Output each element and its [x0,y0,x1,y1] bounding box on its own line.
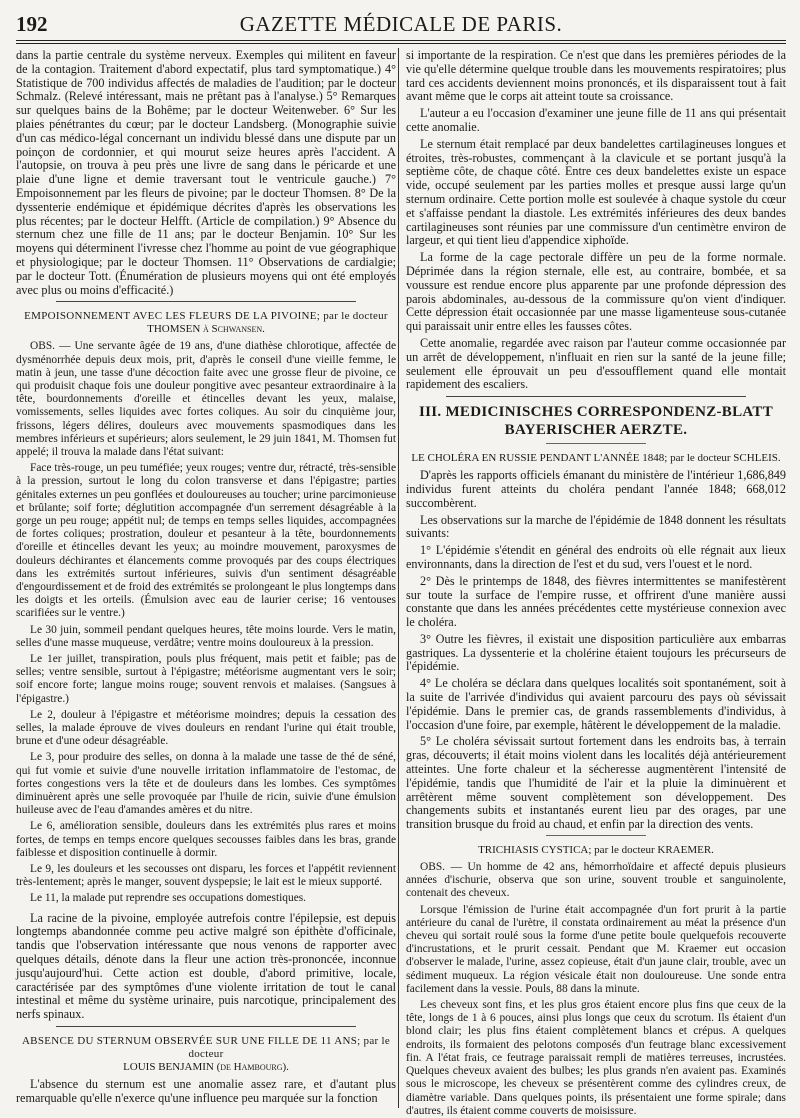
commentary-paragraph: La racine de la pivoine, employée autrefois contre l'épilepsie, est depuis longtemps abandonnée comme peu active malgré son épithète d'officinale, tandis que l'observation intéressante que nous venons de rapporter avec quelques détails, dénote dans la fleur une action très-prononcée, inconnue jusqu'aujourd'hui. Cette action est double, d'abord primitive, locale, caractérisée par des symptômes d'une violente irritation de tout le canal intestinal et même du système urinaire, puis narcotique, principalement des nerfs spinaux. [16,910,396,1022]
body-paragraph: L'auteur a eu l'occasion d'examiner une jeune fille de 11 ans qui présentait cette anomalie. [406,106,786,134]
left-column [16,49,396,1107]
cholera-paragraph: 5° Le choléra sévissait surtout fortement dans les endroits bas, à terrain gras, découverts; il était moins violent dans les localités déjà antérieurement atteintes. Une forte chaleur et la sécheresse augmentèrent l'intensité de l'épidémie, tandis que l'humidité de l'air et la pluie la diminuèrent et arrêtèrent même souvent complètement son développement. Des changements subits et instantanés eurent lieu par des orages, par une transition brusque du froid au chaud, et enfin par la direction des vents. [406,734,786,832]
article-title-text: ABSENCE DU STERNUM OBSERVÉE SUR UNE FILLE DE 11 ANS; par le docteur [21,1035,391,1061]
body-paragraph: Cette anomalie, regardée avec raison par l'auteur comme occasionnée par un arrêt de développement, n'influait en rien sur la santé de la jeune fille; seulement elle éprouvait un peu d'essoufflement quand elle montait rapidement des escaliers. [406,335,786,392]
trichiasis-block [406,861,786,1118]
article-title-text: EMPOISONNEMENT AVEC LES FLEURS DE LA PIVOINE; par le docteur [24,310,388,323]
trichiasis-paragraph: Lorsque l'émission de l'urine était accompagnée d'un fort prurit à la partie antérieure du canal de l'urètre, il constata ordinairement au méat la présence d'un cheveu qui sortait roulé sous la forme d'une petite boule quelquefois recouverte d'incrustations, et le prurit cessait. Pendant que M. Kraemer eut occasion d'observer le malade, l'urine, assez copieuse, était d'un jaune clair, trouble, avec un sédiment muqueux. La région vésicale était non douloureuse. Une sonde entra facilement dans la vessie. Pouls, 88 dans la minute. [406,903,786,995]
section-divider [546,443,646,444]
obs-paragraph: Le 6, amélioration sensible, douleurs dans les extrémités plus rares et moins fortes, de temps en temps encore quelques secousses faibles dans les bras, grande faiblesse et disposition continuelle à dormir. [16,820,396,859]
page-number: 192 [16,12,48,36]
obs-paragraph: Le 11, la malade put reprendre ses occupations domestiques. [30,892,307,905]
column-separator [398,48,399,1108]
section-divider [446,396,746,397]
article-divider [56,301,356,302]
obs-paragraph: Face très-rouge, un peu tuméfiée; yeux rouges; ventre dur, rétracté, très-sensible à la pression, surtout le long du colon transverse et dans l'épigastre; parties génitales externes un peu gonflées et douloureuses au toucher; urine parcimonieuse et brûlante; soif forte; déglutition accompagnée d'un serrement désagréable à la gorge un peu rouge; appétit nul; de temps en temps selles liquides, accompagnées de fortes coliques; prostration, douleur et pesanteur à la tête, bourdonnements d'oreille et étincelles devant les yeux; au moindre mouvement, paroxysmes de douleurs déchirantes et élancements comme provoqués par des coups électriques dans les extrémités surtout inférieures, suivis d'un sentiment désagréable d'engourdissement et de froid des extrémités se prolongeant le plus longtemps dans les doigts et les orteils. (Émulsion avec eau de laurier cerise; 16 ventouses scarifiées sur le ventre.) [16,462,396,620]
cholera-paragraph: Les observations sur la marche de l'épidémie de 1848 donnent les résultats suivants: [406,512,786,541]
trichiasis-paragraph: Les cheveux sont fins, et les plus gros étaient encore plus fins que ceux de la tête, longs de 1 à 6 pouces, ainsi plus longs que ceux du scrotum. Ils étaient d'un blond clair; les plus fins étaient complètement blancs et crépus. A quelques endroits, ils formaient des pelotons composés d'un feutrage blanc excessivement fin. A l'état frais, ce feutrage paraissait rempli de matières terreuses, incrustées. Quelques cheveux avaient des bulbes; les plus grands n'en avaient pas. Examinés sous le microscope, les cheveux se présentèrent comme des cylindres creux, de diamètre variable. Dans quelques points, ils présentaient une forme spirale; dans d'autres, ils étaient comme couverts de moisissure. [406,999,786,1117]
journal-title: GAZETTE MÉDICALE DE PARIS. [239,12,563,36]
obs-paragraph: OBS. — Une servante âgée de 19 ans, d'une diathèse chlorotique, affectée de dysménorrhée depuis deux mois, prit, d'après le conseil d'une vieille femme, le matin à jeun, une tasse d'une décoction faite avec une grosse fleur de pivoine, ce qui produisit chaque fois une douleur pongitive avec pesanteur extraordinaire à la tête, bourdonnements d'oreille et étincelles devant les yeux, malaise, vomissements, selles liquides avec fortes coliques. Au soir du cinquième jour, frissons, légers délires, douleurs avec mouvements spasmodiques dans les membres inférieurs et supérieurs; alors seulement, le 29 juin 1841, M. Thomsen fut appelé; il trouva la malade dans l'état suivant: [16,340,396,458]
article-title-cholera: LE CHOLÉRA EN RUSSIE PENDANT L'ANNÉE 1848; par le docteur SCHLEIS. [411,452,781,465]
article-author: LOUIS BENJAMIN (de Hambourg). [123,1061,289,1074]
obs-paragraph: Le 3, pour produire des selles, on donna à la malade une tasse de thé de séné, qui fut vomie et suivie d'une nouvelle irritation inflammatoire de l'estomac, de fortes congestions vers la tête et de douleurs dans les lombes. Ces symptômes diminuèrent après une selle provoquée par l'huile de ricin, suivie d'une émulsion huileuse avec de l'eau d'amandes amères et du nitre. [16,751,396,817]
continuation-paragraph: si importante de la respiration. Ce n'est que dans les premières périodes de la vie qu'elle détermine quelque trouble dans les mouvements respiratoires; plus tard ces accidents deviennent moins prononcés, et ils disparaissent tout à fait avant même que le corps ait atteint toute sa croissance. [406,48,786,104]
cholera-paragraph: D'après les rapports officiels émanant du ministère de l'intérieur 1,686,849 individus furent atteints du choléra pendant l'année 1848; 668,012 succombèrent. [406,468,786,510]
page-header [16,10,786,40]
observation-block [16,340,396,905]
article-divider [546,835,646,836]
article-title-sternum [16,1035,396,1074]
article-title-trichiasis: TRICHIASIS CYSTICA; par le docteur KRAEMER. [478,844,714,857]
cholera-paragraph: 1° L'épidémie s'étendit en général des endroits où elle régnait aux lieux environnants, dans la direction de l'est et du sud, vers l'ouest et le nord. [406,543,786,571]
header-rule [16,40,786,41]
section-heading: III. MEDICINISCHES CORRESPONDENZ-BLATT BAYERISCHER AERZTE. [418,404,774,439]
cholera-paragraph: 4° Le choléra se déclara dans quelques localités soit spontanément, soit à la suite de l'arrivée d'individus qui avaient parcouru des pays où sévissait l'épidémie. Dans le premier cas, de grands rassemblements d'individus, à l'occasion d'une foire, par exemple, hâtèrent le développement de la maladie. [406,676,786,732]
body-paragraph: La forme de la cage pectorale diffère un peu de la forme normale. Déprimée dans la région sternale, elle est, au contraire, bombée, et sa voussure est rendue encore plus apparente par une profonde dépression des parois abdominales, au-dessous de la commissure qu'on vient d'indiquer. Cette dépression était occasionnée par une masse ligamenteuse sous-cutanée qui paraissait unir entre elles les fausses côtes. [406,250,786,334]
article-title-pivoine [16,310,396,336]
article-author: THOMSEN à Schwansen. [147,323,265,336]
intro-paragraph: dans la partie centrale du système nerveux. Exemples qui militent en faveur de la contagion. Traitement d'abord expectatif, plus tard symptomatique.) 4° Statistique de 700 individus affectés de maladies de l'audition; par le docteur Schmalz. (Relevé intéressant, mais ne prêtant pas à l'analyse.) 5° Remarques sur quelques bains de la Bohême; par le docteur Weitenweber. 6° Sur les plaies pénétrantes du cœur; par le docteur Landsberg. (Monographie suivie d'un cas médico-légal concernant un individu blessé dans une dispute par un poinçon de cordonnier, et qui mourut seize heures après l'accident. A l'autopsie, on trouva à peu près une livre de sang dans le péricarde et une plaie d'une ligne et demie traversant tout le ventricule gauche.) 7° Empoisonnement par les fleurs de pivoine; par le docteur Thomsen. 8° De la dyssenterie endémique et épidémique décrites d'après les observations les plus récentes; par le docteur Helfft. (Article de compilation.) 9° Absence du sternum chez une fille de 11 ans; par le docteur Benjamin. 10° Sur les moyens qui déterminent l'ivresse chez l'homme au point de vue géographique et physiologique; par le docteur Thomsen. 11° Observations de cardialgie; par le docteur Tott. (Énumération de plusieurs moyens qui ont été employés avec plus ou moins d'efficacité.) [16,48,396,297]
obs-paragraph: Le 30 juin, sommeil pendant quelques heures, tête moins lourde. Vers le matin, selles d'une masse muqueuse, verdâtre; ventre moins douloureux à la pression. [16,623,396,649]
obs-paragraph: Le 2, douleur à l'épigastre et météorisme moindres; depuis la cessation des selles, la malade éprouve de vives douleurs en rendant l'urine qui était trouble, brune et d'une odeur désagréable. [16,708,396,748]
cholera-paragraph: 2° Dès le printemps de 1848, des fièvres intermittentes se manifestèrent sur toute la surface de l'empire russe, et offrirent d'une manière aussi constante que dans les années précédentes cette mystérieuse connexion avec le choléra. [406,573,786,630]
header-rule-thin [16,43,786,44]
body-paragraph: Le sternum était remplacé par deux bandelettes cartilagineuses longues et étroites, très-robustes, commençant à la clavicule et se portant jusqu'à la septième côte, de chaque côté. Entre ces deux bandelettes existe un espace vide, occupé seulement par les parties molles et presque aussi large qu'un sternum ordinaire. Cette portion molle est soulevée à chaque systole du cœur et s'affaisse pendant la diastole. Les extrémités inférieures des deux bandes cartilagineuses sont réunies par une commissure d'un centimètre environ de largeur, et qui tient lieu d'appendice xiphoïde. [406,136,786,248]
trichiasis-paragraph: OBS. — Un homme de 42 ans, hémorrhoïdaire et affecté depuis plusieurs années d'ischurie, observa que son urine, souvent trouble et sanguinolente, contenait des cheveux. [406,861,786,900]
sternum-intro: L'absence du sternum est une anomalie assez rare, et d'autant plus remarquable qu'elle n'exerce qu'une influence peu marquée sur la fonction [16,1077,396,1105]
obs-paragraph: Le 9, les douleurs et les secousses ont disparu, les forces et l'appétit reviennent très-lentement; après le manger, souvent dyspepsie; le lait est le mieux supporté. [16,863,396,889]
cholera-paragraph: 3° Outre les fièvres, il existait une disposition particulière aux embarras gastriques. La dyssenterie et la cholérine étaient toujours les précurseurs de l'épidémie. [406,631,786,674]
obs-paragraph: Le 1er juillet, transpiration, pouls plus fréquent, mais petit et faible; pas de selles; ventre sensible, surtout à l'épigastre; météorisme augmentant vers le soir; soif encore forte; langue moins rouge; souvent renvois et malaises. (Sangsues à l'épigastre.) [16,653,396,705]
right-column [406,48,786,1117]
article-divider [56,1026,356,1027]
